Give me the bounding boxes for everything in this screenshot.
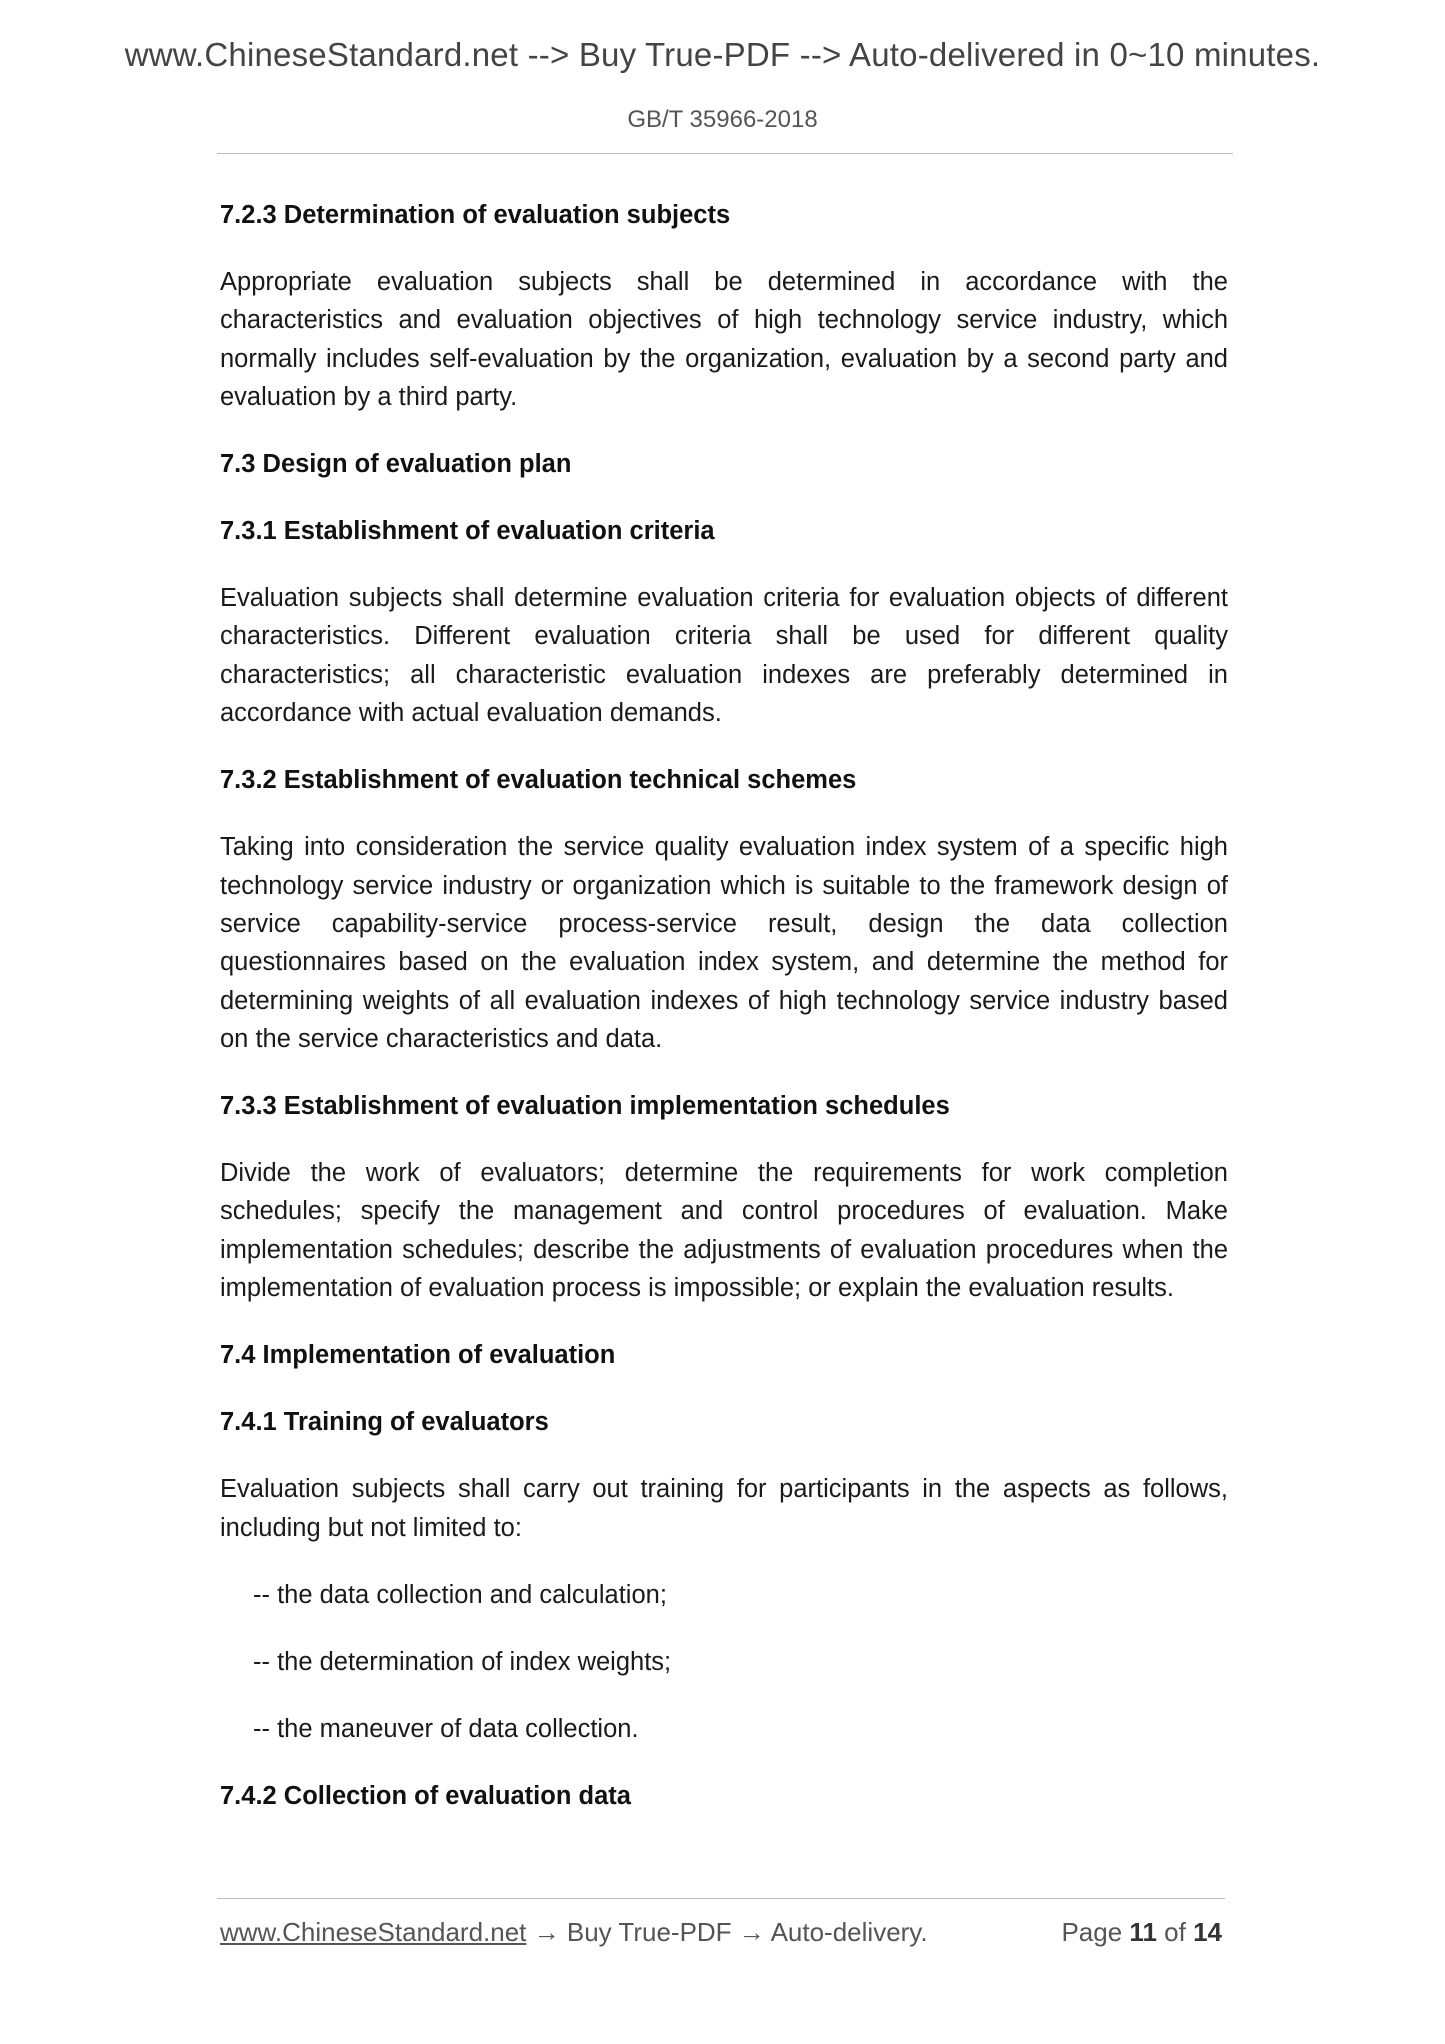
list-item: -- the determination of index weights; — [253, 1647, 672, 1676]
document-body — [220, 196, 1228, 1844]
footer-divider — [217, 1898, 1225, 1899]
standard-code: GB/T 35966-2018 — [627, 106, 818, 133]
section-heading-7-3: 7.3 Design of evaluation plan — [220, 450, 572, 479]
source-banner: www.ChineseStandard.net --> Buy True-PDF --> Auto-delivered in 0~10 minutes. — [124, 36, 1321, 73]
paragraph-implementation-schedules: Divide the work of evaluators; determine the requirements for work completion schedules; specify the management and control procedures of evaluation. Make implementation schedules; describe the adjustments of evaluation procedures when the implementation of evaluation process is impossible; or explain the evaluation results. — [220, 1159, 1228, 1303]
page-number — [1061, 1914, 1222, 1950]
paragraph-training: Evaluation subjects shall carry out training for participants in the aspects as follows, including but not limited to: — [220, 1475, 1228, 1542]
paragraph-technical-schemes: Taking into consideration the service quality evaluation index system of a specific high technology service industry or organization which is suitable to the framework design of service capability-service process-service result, design the data collection questionnaires based on the evaluation index system, and determine the method for determining weights of all evaluation indexes of high technology service industry based on the service characteristics and data. — [220, 833, 1228, 1053]
section-heading-7-3-3: 7.3.3 Establishment of evaluation implementation schedules — [220, 1092, 950, 1121]
footer-site-link[interactable]: www.ChineseStandard.net — [220, 1917, 527, 1947]
footer-promo — [220, 1914, 928, 1950]
page-footer — [220, 1914, 1228, 1950]
page-total: 14 — [1193, 1917, 1222, 1947]
paragraph-evaluation-subjects: Appropriate evaluation subjects shall be determined in accordance with the characteristics and evaluation objectives of high technology service industry, which normally includes self-evaluation by the organization, evaluation by a second party and evaluation by a third party. — [220, 268, 1228, 411]
page-current: 11 — [1129, 1917, 1157, 1947]
paragraph-evaluation-criteria: Evaluation subjects shall determine evaluation criteria for evaluation objects of different characteristics. Different evaluation criteria shall be used for different quality characteristics; all characteristic evaluation indexes are preferably determined in accordance with actual evaluation demands. — [220, 584, 1228, 728]
section-heading-7-3-2: 7.3.2 Establishment of evaluation technical schemes — [220, 766, 857, 795]
page-of-label: of — [1164, 1917, 1186, 1947]
section-heading-7-4: 7.4 Implementation of evaluation — [220, 1341, 616, 1370]
section-heading-7-2-3: 7.2.3 Determination of evaluation subjects — [220, 201, 731, 229]
section-heading-7-4-1: 7.4.1 Training of evaluators — [220, 1408, 549, 1437]
footer-promo-text: → Buy True-PDF → Auto-delivery. — [526, 1917, 928, 1947]
section-heading-7-4-2: 7.4.2 Collection of evaluation data — [220, 1781, 631, 1810]
list-item: -- the maneuver of data collection. — [253, 1714, 639, 1743]
page-label: Page — [1061, 1917, 1123, 1947]
list-item: -- the data collection and calculation; — [253, 1580, 667, 1609]
header-divider — [217, 153, 1233, 154]
section-heading-7-3-1: 7.3.1 Establishment of evaluation criteria — [220, 517, 715, 546]
